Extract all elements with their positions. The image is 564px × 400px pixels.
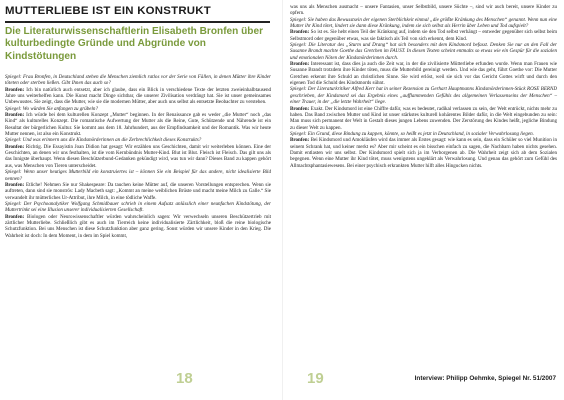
answer-text: Exakt. Der Kindsmord ist eine Chiffre dafür, was es bedeutet, radikal verlassen zu sein, der Welt entrückt, nichts mehr zu haben. Das Band zwischen Mutter und Kind ist unser stärkstes kulturell kohärentes Bilder dafür, in die Welt eingebunden zu sein: Man muss sich permanent der Welt in Gestalt dieses jungen Lebens zuwenden. Der Zerstörung des Kindes heißt, jegliche Bindung zu dieser Welt zu kappen. (290, 105, 558, 131)
interview-answer (5, 144, 271, 169)
interview-answer (290, 137, 557, 169)
page-number-right: 19 (307, 370, 324, 387)
answer-text: So ist es. Sie hebt einen Teil der Kränkung auf, indem sie den Tod selbst verhängt – entweder gegenüber sich selbst beim Selbstmord oder gegenüber etwas, was sie faktisch als Teil von sich erkennt, dem Kind. (290, 29, 558, 42)
speaker-label: Bronfen: (290, 105, 310, 112)
answer-text: was uns als Menschen ausmacht – unsere Fantasien, unser Selbstbild, unsere Süchte –, sind wir auch bereit, unsere Kinder zu opfern. (290, 4, 557, 17)
page-number-left: 18 (176, 370, 193, 387)
interview-question: Spiegel: Wenn unser heutiges Mutterbild ein konstruiertes ist – können Sie ein Beispiel für das andere, nicht idealisierte Bild nennen? (5, 169, 271, 182)
speaker-label: Bronfen: (290, 61, 310, 68)
interview-answer (290, 29, 557, 42)
interview-question: Spiegel: Die Literatur des „Sturm und Drang“ hat sich besonders mit dem Kindsmord befasst. Denken Sie nur an den Fall der Susanne Brandt machte Goethe das Gretchen im FAUST. In diesen Texten scheint entmalts so etwas wie ein Gespür für die sozialen und emotionalen Nöten der Kindsmörderinnen durch. (290, 42, 557, 61)
interview-question: Spiegel: Ein Grund, diese Bindung zu kappen, könnte, so heißt es jetzt in Deutschland, in sozialer Verwahrlosung liegen. (290, 130, 534, 137)
interview-question: Spiegel: Der Literaturkritiker Alfred Kerr hat in seiner Rezension zu Gerhart Hauptmanns Kindsmörderinnen-Stück ROSE BERND geschrieben, der Kindsmord sei das Ergebnis eines „aufflammenden Gefühls des allgemeinen Verlassenseins der Menschen“ – einer Trauer, in der „die letzte Wahrheit“ liege. (290, 86, 557, 106)
title-bar (5, 4, 270, 23)
answer-text: Ich würde bei dem kulturellen Konzept „Mutter“ beginnen. In der Renaissance gab es weder „die Mutter“ noch „das Kind“ als kulturelles Konzept. Die romantische Aufwertung der Mutter als die Reine, Gute, Schützende und Nährende ist ein Resultat der bürgerlichen Kultur. Sie kommt aus dem 18. Jahrhundert, aus der Empfindsamkeit und der Romantik. Was wir heute Mutter nennen, ist also ein Konstrukt. (5, 112, 272, 138)
interview-question: Spiegel: Frau Bronfen, in Deutschland stehen die Menschen ziemlich ratlos vor der Serie von Fällen, in denen Mütter ihre Kinder töteten oder sterben ließen. Gibt Ihnen das auch so? (5, 74, 271, 87)
interview-answer (5, 87, 271, 106)
speaker-label: Bronfen: (5, 112, 25, 119)
speaker-label: Bronfen: (290, 137, 310, 144)
page-title: MUTTERLIEBE IST EIN KONSTRUKT (5, 5, 211, 17)
speaker-label: Bronfen: (290, 29, 310, 36)
speaker-label: Bronfen: (5, 86, 25, 93)
speaker-label: Bronfen: (5, 143, 25, 150)
answer-text: Biologen oder Neurowissenschaftler würden wahrscheinlich sagen: Wir verwechseln unseren Beschützertrieb mit zärtlicher Mutterliebe. Schließlich gibt es auch im Tierreich keine individualisierte Zärtlichkeit, bloß die reine biologische Schutzfunktion. Bei uns Menschen ist diese Schutzfunktion aber ganz gering. Sonst würden wir unsere Kinder in den Krieg. Die Wahrheit ist doch: In dem Moment, in dem im Spiel kommt, (5, 213, 272, 239)
speaker-label: Bronfen: (5, 213, 25, 220)
interview-question: Spiegel: Und was erinnern uns die Kindsmörderinnen an die Zerbrechlichkeit dieses Konstrukts? (5, 137, 202, 144)
article-headline: Die Literaturwissenschaftlerin Elisabeth Bronfen über kulturbedingte Gründe und Abgründe von Kindstötungen (5, 26, 264, 62)
interview-answer (5, 112, 271, 137)
answer-text: Interessant ist, dass dies ja auch die Zeit war, in der die zivilisierte Mütterliebe erfunden wurde. Wenn man Frauen wie Susanne Brandt trotzdem ihre Kinder töten, muss die Mutterbild gereinigt werden. Und wie das geht, führt Goethe vor: Die Mutter Gretchen erkennt ihre Schuld an christlichen Sinne. Sie wird erlöst, weil sie sich vor das Gericht Gottes wirft und durch den eigenen Tod die Schuld des Kindsmords sühnt. (290, 61, 557, 87)
interview-credit: Interview: Philipp Oehmke, Spiegel Nr. 51/2007 (414, 375, 556, 382)
interview-question: Spiegel: Sie haben das Bewusstsein der eigenen Sterblichkeit einmal „die größte Kränkung des Menschen“ genannt. Wenn nun eine Mutter ihr Kind tötet, lindert sie dann diese Kränkung, indem sie sich selbst als Herrin über Leben und Tod aufspielt? (290, 16, 557, 30)
answer-text: Richtig. Die Essayistin Joan Didion hat gesagt: Wir erzählen uns Geschichten, damit wir weiterleben können. Eine der Geschichten, an denen wir uns festhalten, ist die vom Kernbündnis Mutter-Kind. Blut ist Blut. Fleisch ist Fleisch. Das gilt uns als das Innigste überhaupt. Wenn diesen Beschützerbund-Gedanken gekündigt wird, was tun wir dann? Dieses Band zu kappen gehört aus, was Menschen von Tieren unterscheidet. (5, 143, 272, 169)
answer-text: Ich bin natürlich auch entsetzt, aber ich glaube, dass ein Blick in verschiedene Texte der letzten zweieinhalbtausend Jahre uns weiterhelfen kann. Die Kunst macht Dinge sichtbar, die unserer Zivilisation verdrängt hat. Sie ist unser gemeinsames Unbewusstes. Sie zeigt, dass die Mutter, wie sie die modernen Mütter, aber auch uns selbst als entsetzte Beobachter zu verstehen. (5, 86, 271, 106)
interview-answer (5, 182, 271, 201)
interview-answer (5, 214, 271, 239)
interview-question: Spiegel: Der Psychoanalytiker Wolfgang Schmidbauer schrieb in einem Aufsatz anlässlich einer neunfachen Kindstötung, der Muttertrinkt sei eine Illusion unserer individualisierten Gesellschaft. (5, 200, 271, 214)
answer-text: Bei Kindsmord und Amokläufen wird das immer als Erstes gesagt: wie kann es sein, dass ein Schüler so viel Munition in seinem Schrank hat, und keiner merkt es? Aber mir scheint es ein bisschen einfach zu sagen, die Nachbarn haben nichts gesehen. Damit entlasten wir uns selbst. Der Kindsmord spielt sich ja im Verborgenen ab. Die Wahrheit zeigt sich ab dem Sozialen begegnen. Wenn eine Mutter ihr Kind tötet, muss wenigstens ungeklärt als Verwahrlosung. Und genau das gehört zum Gefühl des Allmachtsphantasiewesens. Bei einer psychisch erkrankten Mutter hilft alles Hingucken nichts. (290, 137, 557, 169)
answer-text: Etliche! Nehmen Sie nur Shakespeare: Da tauchen keine Mütter auf, die unseren Vorstellungen entsprechen. Wenn sie auftreten, dann sind sie monströs: Lady Macbeth sagt: „Kommt an meine weiblichen Brüste und macht meine Milch zu Galle.“ Sie verwandelt ihr mütterliches Ur-Attribut, ihre Milch, in eine tödliche Waffe. (5, 181, 271, 201)
interview-answer (290, 4, 557, 17)
page-gutter (282, 0, 283, 400)
interview-answer (290, 106, 557, 131)
interview-question: Spiegel: Wo würden Sie anfangen zu grübeln? (5, 105, 98, 112)
interview-answer (290, 61, 557, 86)
left-column (5, 74, 271, 239)
right-column (290, 4, 557, 169)
speaker-label: Bronfen: (5, 181, 25, 188)
